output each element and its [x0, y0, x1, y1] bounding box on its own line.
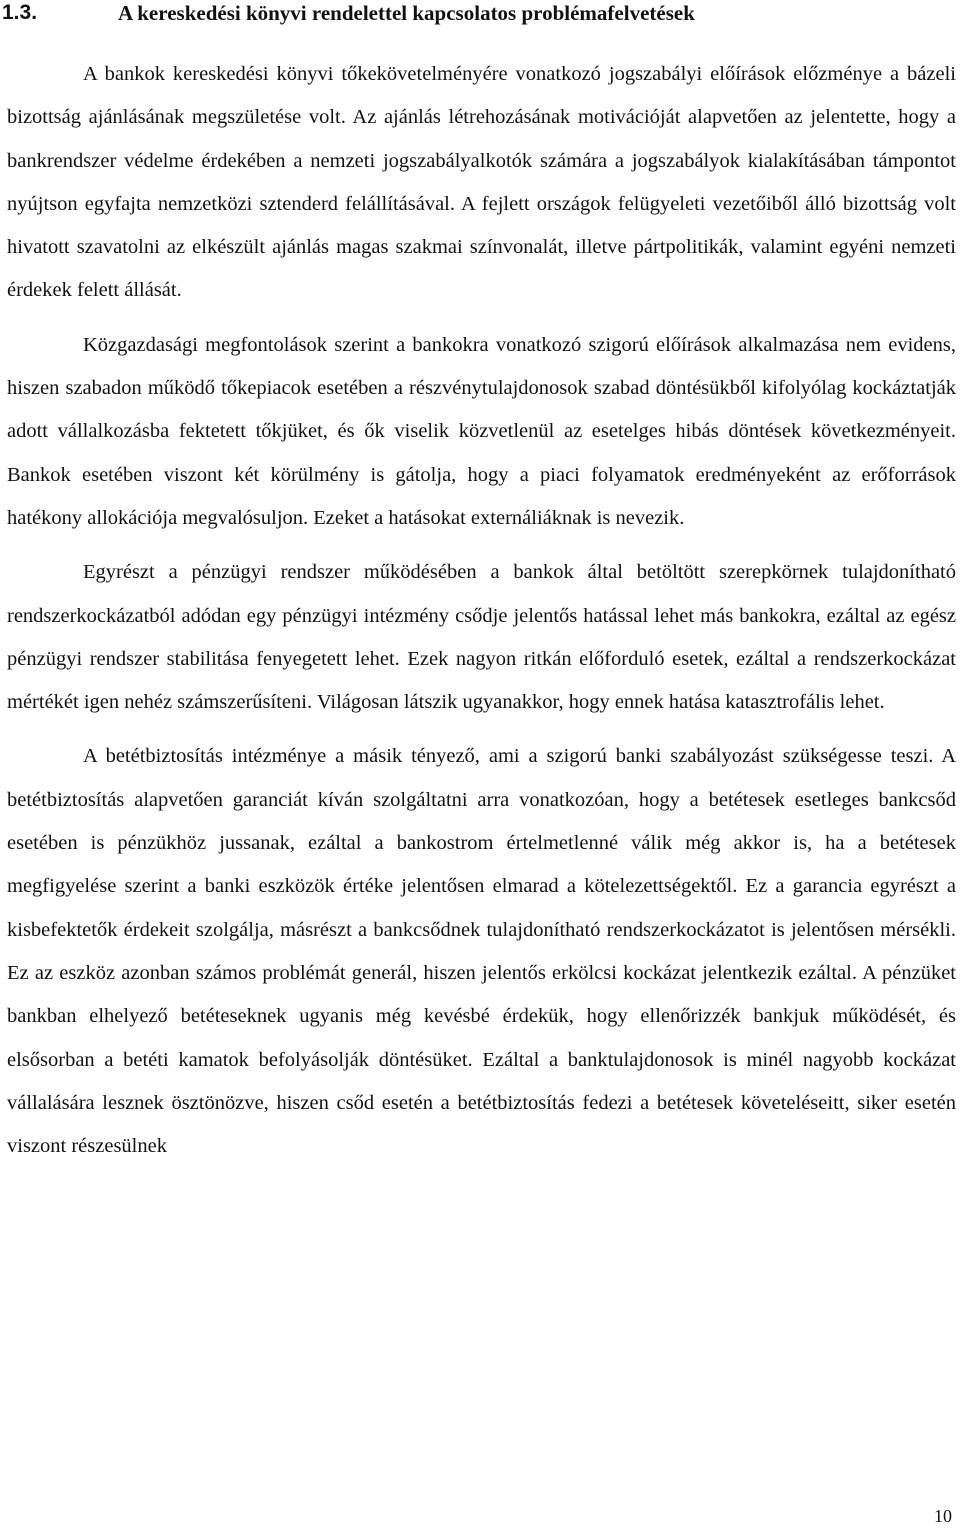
section-title: A kereskedési könyvi rendelettel kapcsolatos problémafelvetések: [118, 1, 695, 25]
paragraph-3: Egyrészt a pénzügyi rendszer működésében a bankok által betöltött szerepkörnek tulajdonítható rendszerkockázatból adódan egy pénzügyi intézmény csődje jelentős hatással lehet más bankokra, ezáltal az egész pénzügyi rendszer stabilitása fenyegetett lehet. Ezek nagyon ritkán előforduló esetek, ezáltal a rendszerkockázat mértékét igen nehéz számszerűsíteni. Világosan látszik ugyanakkor, hogy ennek hatása katasztrofális lehet.: [7, 561, 956, 714]
section-heading: [0, 0, 960, 26]
page-number: 10: [934, 1506, 952, 1526]
body-text: [7, 53, 956, 1168]
paragraph-1: A bankok kereskedési könyvi tőkekövetelményére vonatkozó jogszabályi előírások előzménye a bázeli bizottság ajánlásának megszületése volt. Az ajánlás létrehozásának motivációját alapvetően az jelentette, hogy a bankrendszer védelme érdekében a nemzeti jogszabályalkotók számára a jogszabályok kialakításában támpontot nyújtson egyfajta nemzetközi sztenderd felállításával. A fejlett országok felügyeleti vezetőiből álló bizottság volt hivatott szavatolni az elkészült ajánlás magas szakmai színvonalát, illetve pártpolitikák, valamint egyéni nemzeti érdekek felett állását.: [7, 63, 956, 302]
section-number: 1.3.: [2, 1, 38, 24]
paragraph-2: Közgazdasági megfontolások szerint a bankokra vonatkozó szigorú előírások alkalmazása nem evidens, hiszen szabadon működő tőkepiacok esetében a részvénytulajdonosok szabad döntésükből kifolyólag kockáztatják adott vállalkozásba fektetett tőkjüket, és ők viselik közvetlenül az esetelges hibás döntések következményeit. Bankok esetében viszont két körülmény is gátolja, hogy a piaci folyamatok eredményeként az erőforrások hatékony allokációja megvalósuljon. Ezeket a hatásokat externáliáknak is nevezik.: [7, 333, 956, 529]
paragraph-4: A betétbiztosítás intézménye a másik tényező, ami a szigorú banki szabályozást szükségesse teszi. A betétbiztosítás alapvetően garanciát kíván szolgáltatni arra vonatkozóan, hogy a betétesek esetleges bankcsőd esetében is pénzükhöz jussanak, ezáltal a bankostrom értelmetlenné válik még akkor is, ha a betétesek megfigyelése szerint a banki eszközök értéke jelentősen elmarad a kötelezettségektől. Ez a garancia egyrészt a kisbefektetők érdekeit szolgálja, másrészt a bankcsődnek tulajdonítható rendszerkockázatot is jelentősen mérsékli. Ez az eszköz azonban számos problémát generál, hiszen jelentős erkölcsi kockázat jelentkezik ezáltal. A pénzüket bankban elhelyező betéteseknek ugyanis még kevésbé érdekük, hogy ellenőrizzék bankjuk működését, és elsősorban a betéti kamatok befolyásolják döntésüket. Ezáltal a banktulajdonosok is minél nagyobb kockázat vállalására lesznek ösztönözve, hiszen csőd esetén a betétbiztosítás fedezi a betétesek követeléseitt, siker esetén viszont részesülnek: [7, 745, 956, 1158]
